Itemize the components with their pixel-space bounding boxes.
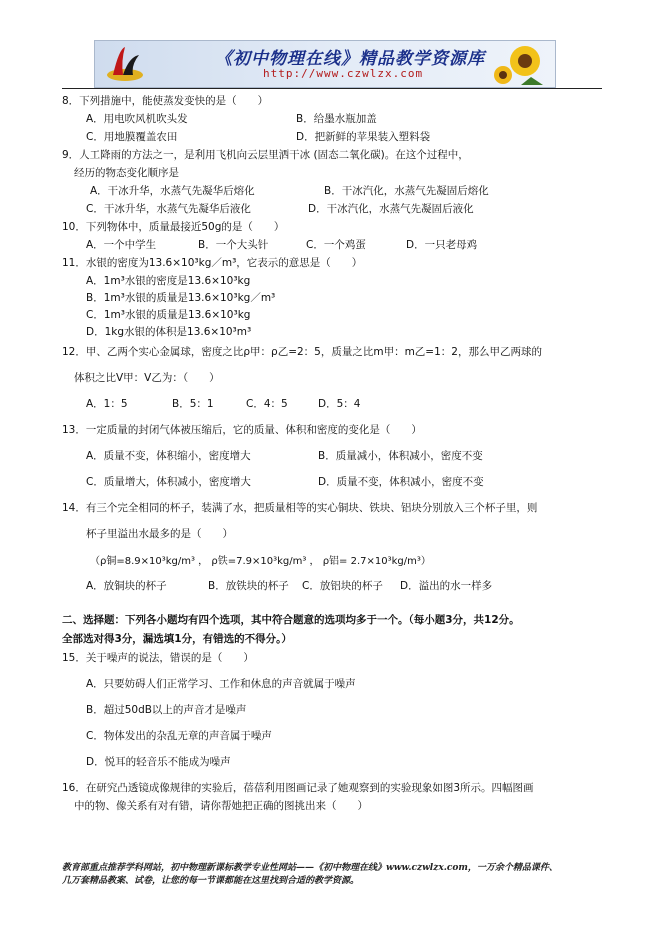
question-13-option-b: B．质量减小，体积减小，密度不变 <box>318 450 483 462</box>
question-15-stem: 15．关于噪声的说法，错误的是（ ） <box>62 652 254 664</box>
header-banner <box>94 40 556 88</box>
site-logo-icon <box>105 45 145 83</box>
question-15-option-d: D．悦耳的轻音乐不能成为噪声 <box>86 756 231 768</box>
sunflower-icon <box>491 43 551 85</box>
question-9-stem-cont: 经历的物态变化顺序是 <box>74 167 179 179</box>
question-12-stem: 12．甲、乙两个实心金属球，密度之比ρ甲：ρ乙=2：5，质量之比m甲：m乙=1：2，那么甲乙两球的 <box>62 346 542 358</box>
question-10-option-b: B．一个大头针 <box>198 239 269 251</box>
footer-line-1: 教育部重点推荐学科网站，初中物理新课标教学专业性网站——《初中物理在线》www.czwlzx.com，一万余个精品课件、 <box>62 863 558 873</box>
question-13-stem: 13．一定质量的封闭气体被压缩后，它的质量、体积和密度的变化是（ ） <box>62 424 422 436</box>
question-11-stem: 11．水银的密度为13.6×10³kg／m³，它表示的意思是（ ） <box>62 257 363 269</box>
question-9-option-b: B．干冰汽化，水蒸气先凝固后熔化 <box>324 185 489 197</box>
question-8-option-b: B．给墨水瓶加盖 <box>296 113 377 125</box>
question-10-stem: 10．下列物体中，质量最接近50g的是（ ） <box>62 221 285 233</box>
footer-line-2: 几万套精品教案、试卷，让您的每一节课都能在这里找到合适的教学资源。 <box>62 876 360 886</box>
question-12-option-a: A．1：5 <box>86 398 128 410</box>
section-2-heading: 二、选择题：下列各小题均有四个选项，其中符合题意的选项均多于一个。（每小题3分，共12分。 <box>62 614 520 626</box>
question-10-option-a: A．一个中学生 <box>86 239 157 251</box>
question-11-option-b: B．1m³水银的质量是13.6×10³kg／m³ <box>86 292 276 304</box>
question-14-stem: 14．有三个完全相同的杯子，装满了水，把质量相等的实心铜块、铁块、铝块分别放入三个杯子里，则 <box>62 502 538 514</box>
question-12-stem-cont: 体积之比V甲：V乙为：（ ） <box>74 372 220 384</box>
question-11-option-a: A．1m³水银的密度是13.6×10³kg <box>86 275 251 287</box>
question-16-stem-cont: 中的物、像关系有对有错，请你帮她把正确的图挑出来（ ） <box>74 800 368 812</box>
banner-url: http://www.czwlzx.com <box>263 67 424 80</box>
header-rule <box>62 88 602 89</box>
question-11-option-c: C．1m³水银的质量是13.6×10³kg <box>86 309 251 321</box>
question-14-stem-cont: 杯子里溢出水最多的是（ ） <box>86 528 233 540</box>
question-14-option-b: B．放铁块的杯子 <box>208 580 289 592</box>
question-15-option-b: B．超过50dB以上的声音才是噪声 <box>86 704 247 716</box>
question-12-option-d: D．5：4 <box>318 398 361 410</box>
question-14-option-d: D．溢出的水一样多 <box>400 580 493 592</box>
question-8-stem: 8．下列措施中，能使蒸发变快的是（ ） <box>62 95 269 107</box>
question-8-option-a: A．用电吹风机吹头发 <box>86 113 188 125</box>
page-footer <box>62 862 602 888</box>
question-9-option-a: A．干冰升华，水蒸气先凝华后熔化 <box>90 185 255 197</box>
question-13-option-a: A．质量不变，体积缩小，密度增大 <box>86 450 251 462</box>
question-14-density-note: （ρ铜=8.9×10³kg/m³ ， ρ铁=7.9×10³kg/m³ ， ρ铝= 2.7×10³kg/m³） <box>90 556 431 567</box>
question-9-stem: 9．人工降雨的方法之一，是利用飞机向云层里洒干冰 (固态二氧化碳)。在这个过程中， <box>62 149 469 161</box>
question-10-option-d: D．一只老母鸡 <box>406 239 478 251</box>
question-10-option-c: C．一个鸡蛋 <box>306 239 366 251</box>
question-15-option-c: C．物体发出的杂乱无章的声音属于噪声 <box>86 730 272 742</box>
question-13-option-d: D．质量不变，体积减小，密度不变 <box>318 476 484 488</box>
banner-title: 《初中物理在线》精品教学资源库 <box>215 49 485 69</box>
question-14-option-c: C．放铝块的杯子 <box>302 580 383 592</box>
question-12-option-c: C．4：5 <box>246 398 288 410</box>
question-16-stem: 16．在研究凸透镜成像规律的实验后，蓓蓓利用图画记录了她观察到的实验现象如图3所示。四幅图画 <box>62 782 534 794</box>
question-9-option-c: C．干冰升华，水蒸气先凝华后液化 <box>86 203 251 215</box>
question-9-option-d: D．干冰汽化，水蒸气先凝固后液化 <box>308 203 474 215</box>
question-12-option-b: B．5：1 <box>172 398 214 410</box>
section-2-scoring: 全部选对得3分，漏选填1分，有错选的不得分。） <box>62 633 292 645</box>
question-14-option-a: A．放铜块的杯子 <box>86 580 167 592</box>
question-8-option-d: D．把新鲜的苹果装入塑料袋 <box>296 131 431 143</box>
question-11-option-d: D．1kg水银的体积是13.6×10³m³ <box>86 326 252 338</box>
question-13-option-c: C．质量增大，体积减小，密度增大 <box>86 476 251 488</box>
question-8-option-c: C．用地膜覆盖农田 <box>86 131 178 143</box>
question-15-option-a: A．只要妨碍人们正常学习、工作和休息的声音就属于噪声 <box>86 678 356 690</box>
